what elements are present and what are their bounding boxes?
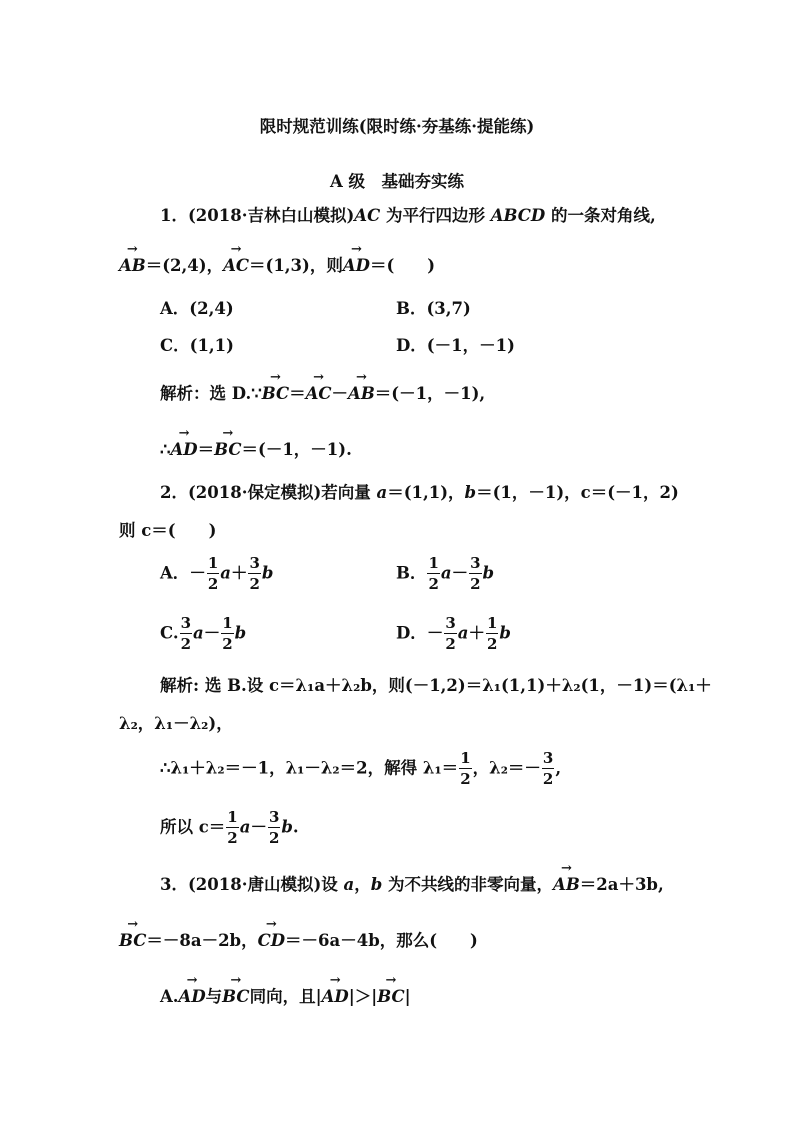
vector-ad: → AD <box>179 987 206 1006</box>
vector-bc: → BC <box>222 987 249 1006</box>
q2-stem-line2: 则 c＝( ) <box>119 521 217 540</box>
vector-ad: → AD <box>343 256 370 275</box>
q1-stem-line2 <box>119 256 435 275</box>
minus: － <box>331 384 349 403</box>
vec-a: a <box>343 875 355 894</box>
fraction <box>248 556 260 592</box>
sign: － <box>426 623 444 643</box>
vector-bc: → BC <box>119 931 146 950</box>
numerator: 3 <box>268 808 280 826</box>
punct: , <box>555 758 562 778</box>
sign: ＋ <box>468 623 485 643</box>
fraction <box>221 616 233 652</box>
denominator: 2 <box>460 770 471 788</box>
vec-a: a <box>220 563 231 583</box>
numerator: 1 <box>227 808 238 826</box>
minus: － <box>250 817 267 837</box>
fraction <box>444 616 456 652</box>
vector-ab: → AB <box>119 256 146 275</box>
q1-blank: ＝( ) <box>369 256 436 275</box>
q1-quad: ABCD <box>490 206 546 225</box>
solution-text: ∴λ₁＋λ₂＝－1，λ₁－λ₂＝2，解得 λ₁＝ <box>160 758 459 778</box>
fraction <box>180 616 192 652</box>
numerator: 1 <box>222 614 233 632</box>
section-heading: A 级 基础夯实练 <box>329 172 465 191</box>
fraction <box>542 751 554 787</box>
q3-ab-value: ＝2a＋3b, <box>579 875 664 894</box>
q2-b-c-value: ＝(1，－1)，c＝(－1，2) <box>476 483 679 502</box>
q1-sol-result: ＝(－1，－1). <box>241 440 352 459</box>
q3-option-a <box>160 987 411 1006</box>
sign: － <box>203 623 221 643</box>
q2-solution-1: 解析: 选 B.设 c＝λ₁a＋λ₂b，则(－1,2)＝λ₁(1,1)＋λ₂(1，－1)＝(λ₁＋ <box>160 676 712 695</box>
solution-text: ，λ₂＝－ <box>472 758 541 778</box>
denominator: 2 <box>249 575 260 593</box>
q1-stem <box>160 208 656 225</box>
q3-stem-line2 <box>119 931 478 950</box>
therefore: ∴ <box>160 440 171 459</box>
denominator: 2 <box>486 635 498 653</box>
vec-b: b <box>281 817 293 837</box>
sign: － <box>189 563 206 583</box>
q3-cd-value: ＝－6a－4b，那么( ) <box>285 931 478 950</box>
vector-ad: → AD <box>322 987 349 1006</box>
q2-option-c <box>160 616 246 652</box>
equals: ＝ <box>197 440 215 459</box>
denominator: 2 <box>428 575 439 593</box>
sign: ＋ <box>230 563 248 583</box>
vector-ac: → AC <box>306 384 332 403</box>
q2-option-d <box>396 616 511 652</box>
option-label: A． <box>160 563 190 583</box>
denominator: 2 <box>470 575 481 593</box>
denominator: 2 <box>542 770 554 788</box>
numerator: 3 <box>180 614 192 632</box>
q1-source: 1．(2018·吉林白山模拟) <box>160 206 355 225</box>
q1-text-end: 的一条对角线, <box>545 206 656 225</box>
q3-bc-value: ＝－8a－2b， <box>146 931 258 950</box>
q2-solution-2: λ₂，λ₁－λ₂)， <box>119 714 233 733</box>
numerator: 3 <box>542 749 554 767</box>
q1-ac-value: ＝(1,3)，则 <box>249 256 343 275</box>
q2-option-a <box>160 556 273 592</box>
option-label: C. <box>160 623 179 643</box>
vector-bc: → BC <box>214 440 241 459</box>
vector-ab: → AB <box>348 384 375 403</box>
numerator: 3 <box>470 554 481 572</box>
q3-source: 3．(2018·唐山模拟)设 <box>160 875 344 894</box>
vec-b: b <box>482 563 495 583</box>
vector-cd: → CD <box>258 931 285 950</box>
sign: － <box>451 563 469 583</box>
vec-a: a <box>457 623 469 643</box>
vector-ac: → AC <box>223 256 249 275</box>
q2-solution-3 <box>160 751 561 787</box>
numerator: 1 <box>460 749 471 767</box>
denominator: 2 <box>268 829 280 847</box>
vector-ab: → AB <box>553 875 580 894</box>
equals: ＝ <box>289 384 306 403</box>
vec-b: b <box>499 623 511 643</box>
q1-option-c: C．(1,1) <box>160 336 234 355</box>
vector-bc: → BC <box>262 384 289 403</box>
fraction <box>226 810 238 846</box>
denominator: 2 <box>180 635 192 653</box>
q3-text: 为不共线的非零向量， <box>382 875 554 894</box>
solution-label: 解析：选 D.∵ <box>160 384 262 403</box>
vec-b: b <box>370 875 383 894</box>
denominator: 2 <box>207 575 219 593</box>
q1-option-a: A．(2,4) <box>160 299 234 318</box>
numerator: 1 <box>486 614 498 632</box>
denominator: 2 <box>222 635 233 653</box>
fraction <box>469 556 481 592</box>
option-text: 同向，且| <box>249 987 322 1006</box>
option-text: | <box>404 987 411 1006</box>
vec-a: a <box>193 623 204 643</box>
vec-b: b <box>464 483 477 502</box>
fraction <box>268 810 280 846</box>
fraction <box>459 751 471 787</box>
option-label: B． <box>396 563 427 583</box>
solution-text: 所以 c＝ <box>160 817 226 837</box>
vector-ad: → AD <box>171 440 198 459</box>
vec-b: b <box>261 563 274 583</box>
q1-text: 为平行四边形 <box>380 206 491 225</box>
denominator: 2 <box>445 635 456 653</box>
q1-solution-2 <box>160 440 352 459</box>
q1-solution-1 <box>160 384 485 403</box>
fraction <box>427 556 439 592</box>
q1-diag: AC <box>354 206 381 225</box>
numerator: 1 <box>428 554 439 572</box>
option-label: A. <box>160 987 179 1006</box>
denominator: 2 <box>227 829 238 847</box>
vec-a: a <box>440 563 452 583</box>
q1-ab-value: ＝(2,4)， <box>145 256 224 275</box>
q1-option-d: D．(－1，－1) <box>396 336 515 355</box>
option-text: |＞| <box>348 987 378 1006</box>
vec-a: a <box>376 483 388 502</box>
q1-option-b: B．(3,7) <box>396 299 471 318</box>
vec-a: a <box>239 817 251 837</box>
punct: ， <box>354 875 371 894</box>
q2-option-b <box>396 556 494 592</box>
option-text: 与 <box>205 987 223 1006</box>
page-title: 限时规范训练(限时练·夯基练·提能练) <box>259 117 535 136</box>
q1-sol-result: ＝(－1，－1), <box>374 384 486 403</box>
option-label: D． <box>396 623 427 643</box>
vector-bc: → BC <box>377 987 404 1006</box>
fraction <box>207 556 219 592</box>
fraction <box>486 616 498 652</box>
vec-b: b <box>234 623 247 643</box>
q2-stem <box>160 485 679 502</box>
numerator: 1 <box>207 554 219 572</box>
q3-stem <box>160 875 664 894</box>
numerator: 3 <box>249 554 260 572</box>
q2-solution-4 <box>160 810 299 846</box>
q2-source: 2．(2018·保定模拟)若向量 <box>160 483 377 502</box>
q2-a-value: ＝(1,1)， <box>387 483 465 502</box>
numerator: 3 <box>445 614 456 632</box>
punct: . <box>292 817 299 837</box>
